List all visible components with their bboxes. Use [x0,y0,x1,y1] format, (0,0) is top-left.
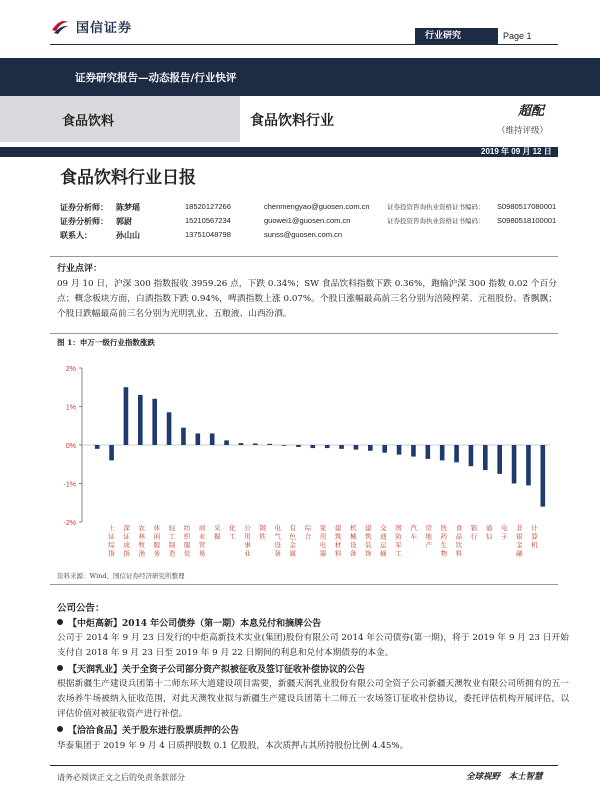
x-tick-label: 商业贸易 [198,524,206,558]
bar [124,387,129,445]
analyst-phone: 18520127266 [185,202,231,211]
x-tick-label: 食品饮料 [455,524,463,558]
figure-bottom-divider [50,584,558,585]
y-tick-label: 0% [65,443,76,450]
x-tick-label: 建筑装饰 [365,524,372,558]
bar [311,445,316,448]
bar [267,444,272,445]
bar [512,445,517,484]
analyst-name: 陈梦瑶 [116,202,140,212]
x-tick-label: 计算机 [531,524,538,549]
bar [354,445,359,450]
bullet-icon [57,665,63,671]
bar [325,445,330,448]
announcement-body: 公司于 2014 年 9 月 23 日发行的中炬高新技术实业(集团)股份有限公司 2014 年公司债券(第一期)，将于 2019 年 9 月 23 日开始支付自 2018 年 9 月 23 日至 2019 年 9 月 22 日期间的利息和兑付本期债券的本金。 [57,633,569,658]
footer-divider [50,765,558,766]
figure-divider [50,333,558,334]
announcement-body: 华泰集团于 2019 年 9 月 4 日质押股数 0.1 亿股股，本次质押占其所持股份比例 4.45%。 [57,741,409,751]
x-tick-label: 深证成指 [123,524,130,558]
x-tick-label: 上证综指 [108,524,115,558]
x-tick-label: 交通运输 [380,524,387,558]
comment-text: 09 月 10 日，沪深 300 指数报收 3959.26 点，下跌 0.34%；SW 食品饮料指数下跌 0.36%，跑输沪深 300 指数 0.02 个百分点；概念板块方面，白酒指数下跌 0.94%，啤酒指数上涨 0.07%。个股日涨幅最高前三名分别为涪陵榨菜、元祖股份、香飘飘；个股日跌幅最高前三名分别为光明乳业、五粮液、山西汾酒。 [57,279,557,319]
analyst-role: 证券分析师： [60,216,108,226]
announcement-head-text: 【天润乳业】关于全资子公司部分资产拟被征收及签订征收补偿协议的公告 [68,665,366,675]
bar [152,399,157,445]
x-tick-label: 钢铁 [259,524,266,541]
analyst-license-no: S0980518100001 [497,216,557,225]
bar [368,445,373,451]
x-tick-label: 医药生物 [440,524,448,558]
sector-label: 食品饮料 [62,114,115,129]
bullet-icon [57,619,63,625]
bar [397,445,402,455]
date-bar [0,147,558,157]
bar [109,445,114,460]
analyst-email[interactable]: sunss@guosen.com.cn [264,230,343,239]
analyst-phone: 15210567234 [185,216,231,225]
analyst-license-no: S0980517080001 [497,202,557,211]
logo-mark-icon [50,16,70,36]
comment-label: 行业点评： [57,264,103,274]
analyst-license-label: 证券投资咨询执业资格证书编码： [387,203,485,211]
x-tick-label: 休闲服务 [153,524,161,558]
announcement-head-text: 【中炬高新】2014 年公司债券（第一期）本息兑付和摘牌公告 [68,619,322,629]
analyst-row [60,230,560,244]
announcement-head [57,723,239,736]
bar [483,445,488,470]
bar [296,445,301,447]
brand-name: 国信证券 [76,20,133,36]
bar [282,445,287,446]
y-tick-label: -2% [63,520,76,527]
bar [526,445,531,485]
bar [167,412,172,445]
x-tick-label: 电子 [500,524,508,541]
y-tick-label: -1% [63,481,76,489]
x-tick-label: 国防军工 [395,524,402,558]
bar [95,445,100,449]
x-tick-label: 通信 [485,524,493,541]
bar [224,440,229,445]
report-type-text: 证券研究报告—动态报告/行业快评 [75,72,237,84]
x-tick-label: 建筑材料 [334,524,342,558]
bar [138,395,143,445]
figure-title: 图 1：申万一级行业指数涨跌 [57,338,155,347]
bar [339,445,344,449]
y-tick-label: 1% [65,404,76,412]
bullet-icon [57,726,63,732]
x-tick-label: 房地产 [425,524,432,549]
analyst-license-label: 证券投资咨询执业资格证书编码： [387,217,485,225]
footer-slogan: 全球视野 本土智慧 [466,772,543,782]
bar [497,445,502,474]
brand-logo [50,14,132,38]
announcements-title: 公司公告： [57,603,105,614]
x-tick-label: 轻工制造 [168,524,176,558]
x-tick-label: 家用电器 [319,524,327,558]
announcement-head-text: 【洽洽食品】关于股东进行股票质押的公告 [68,726,240,736]
header-divider [50,44,558,45]
x-tick-label: 化工 [229,524,236,541]
x-tick-label: 非银金融 [516,524,523,558]
bar [239,443,244,445]
footer-disclaimer: 请务必阅读正文之后的免责条款部分 [57,773,185,782]
x-tick-label: 有色金属 [289,524,297,558]
bar [210,433,215,445]
analyst-role: 联系人： [60,230,92,240]
rating-value: 超配 [518,104,545,119]
analyst-name: 郭尉 [116,216,132,226]
x-tick-label: 公用事业 [244,524,251,558]
page-title: 食品饮料行业日报 [60,168,196,188]
x-tick-label: 纺织服装 [183,524,191,558]
industry-index-chart [50,350,560,568]
header-tag: 行业研究 [415,28,498,44]
bar [440,445,445,460]
analyst-role: 证券分析师： [60,202,108,212]
x-tick-label: 汽车 [410,524,417,541]
announcement-head [57,616,321,629]
page-number: Page 1 [503,31,532,41]
bar [196,433,201,445]
x-tick-label: 采掘 [214,524,221,541]
x-tick-label: 银行 [470,524,478,541]
figure-source: 资料来源：Wind、国信证券经济研究所整理 [57,572,185,580]
analyst-email[interactable]: chenmengyao@guosen.com.cn [264,202,370,211]
analyst-row [60,202,560,216]
analyst-email[interactable]: guowei1@guosen.com.cn [264,216,351,225]
bar [253,443,258,445]
bar [426,445,431,459]
analyst-phone: 13751048798 [185,230,231,239]
analyst-table [60,202,560,244]
y-tick-label: 2% [65,366,76,373]
bar [469,445,474,466]
bar [541,445,546,507]
bar [454,445,459,462]
section-divider [50,256,558,257]
x-tick-label: 综合 [304,524,312,541]
announcement-body: 根据新疆生产建设兵团第十二师东环大道建设项目需要，新疆天润乳业股份有限公司全资子公司新疆天澳牧业有限公司所拥有的五一农场养牛场被纳入征收范围，对此天澳牧业拟与新疆生产建设兵团第十二师五一农场签订征收补偿协议，委托评估机构开展评估，以评估价值对被征收资产进行补偿。 [57,679,569,719]
report-date: 2019 年 09 月 12 日 [481,147,552,156]
sector-band [0,96,240,142]
x-tick-label: 农林牧渔 [138,524,146,558]
analyst-name: 孙山山 [116,230,140,240]
bar [382,445,387,453]
industry-title: 食品饮料行业 [250,113,334,129]
analyst-row [60,216,560,230]
bar [181,428,186,445]
rating-note: （维持评级） [497,126,549,136]
announcement-head [57,662,365,675]
bar [411,445,416,457]
x-tick-label: 机械设备 [349,524,357,558]
x-tick-label: 电气设备 [274,524,281,558]
